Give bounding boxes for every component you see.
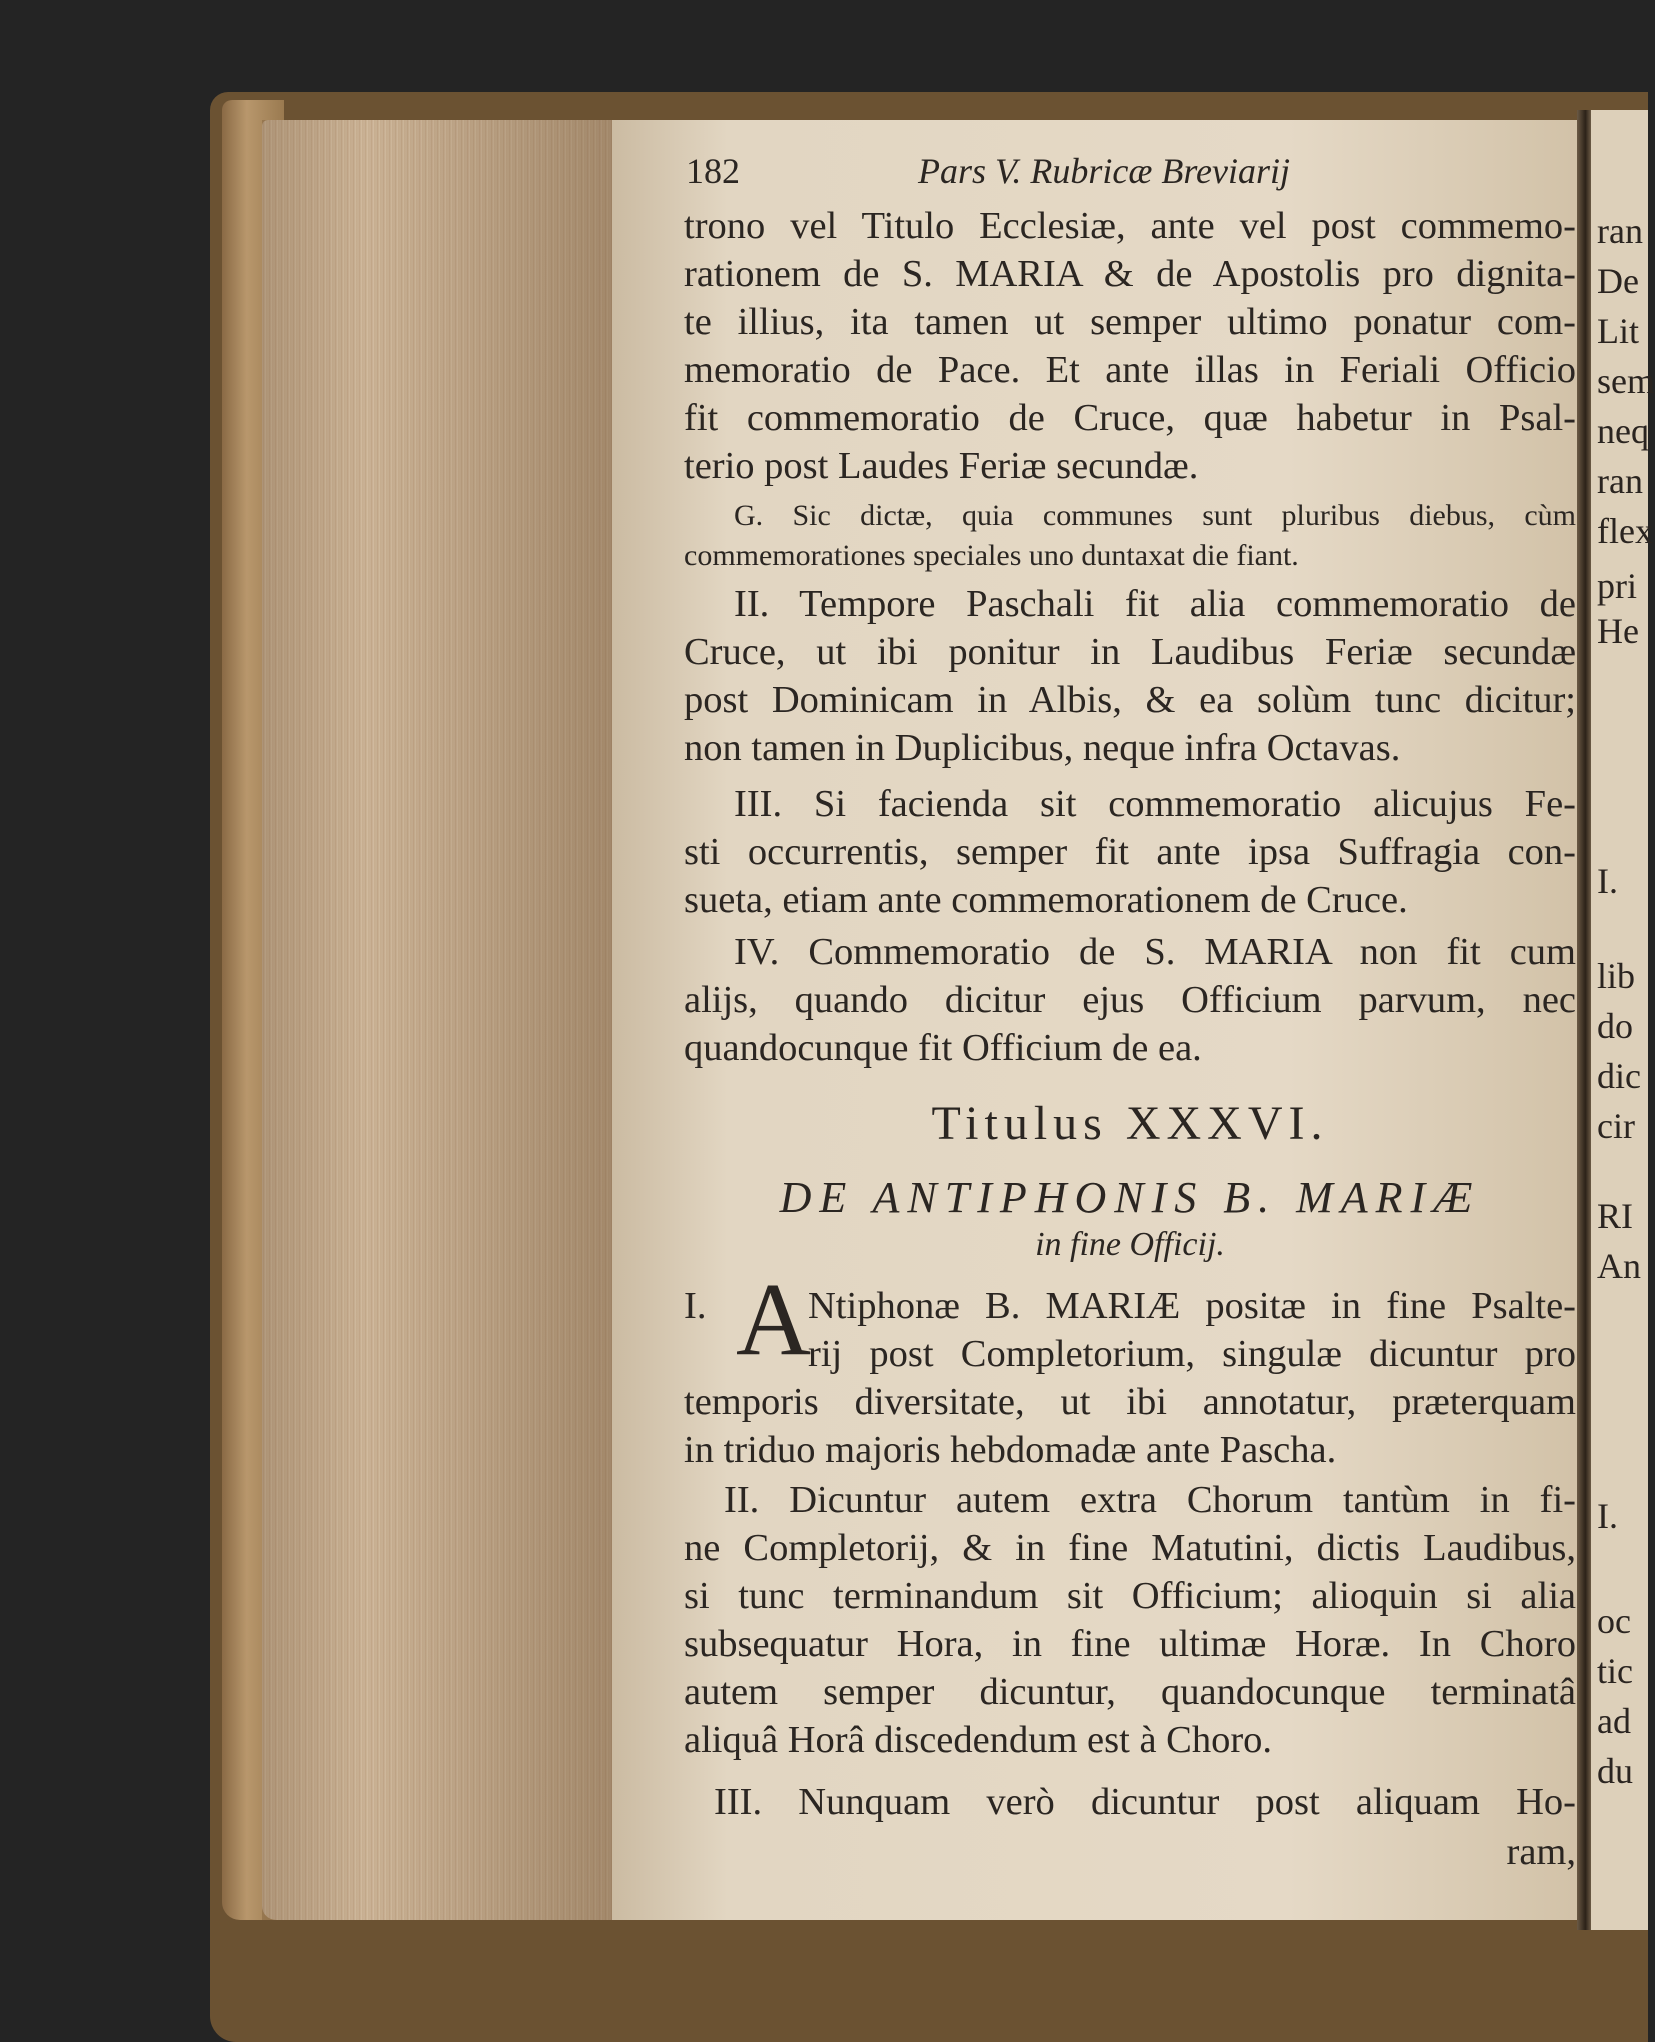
text-line: III. Nunquam verò dicuntur post aliquam Ho- <box>714 1781 1576 1823</box>
text-line: III. Si facienda sit commemoratio alicujus Fe- <box>734 783 1576 825</box>
next-page-fragment: neq <box>1597 411 1649 451</box>
text-line: alijs, quando dicitur ejus Officium parvum, nec <box>684 979 1576 1021</box>
text-line: subsequatur Hora, in fine ultimæ Horæ. In Choro <box>684 1623 1576 1665</box>
next-page-fragment: ran <box>1597 211 1643 251</box>
next-page-fragment: cir <box>1597 1106 1635 1146</box>
next-page-fragment: flex <box>1597 511 1653 551</box>
next-page-fragment: ad <box>1597 1701 1631 1741</box>
text-line: rationem de S. MARIA & de Apostolis pro dignita- <box>684 253 1576 295</box>
next-page-fragment: De <box>1597 261 1639 301</box>
page-edges <box>262 120 612 1920</box>
text-line: memoratio de Pace. Et ante illas in Feriali Officio <box>684 349 1576 391</box>
paragraph-iii <box>684 780 1576 924</box>
next-page-fragment: He <box>1597 611 1639 651</box>
right-page-fragment <box>1591 110 1655 1930</box>
titulus-heading: Titulus XXXVI. <box>931 1097 1329 1150</box>
drop-cap: A <box>736 1262 812 1377</box>
text-line: quandocunque fit Officium de ea. <box>684 1027 1202 1069</box>
text-line: si tunc terminandum sit Officium; alioquin si alia <box>684 1575 1576 1617</box>
text-line: aliquâ Horâ discedendum est à Choro. <box>684 1719 1273 1761</box>
text-line: ne Completorij, & in fine Matutini, dictis Laudibus, <box>684 1527 1576 1569</box>
text-line: autem semper dicuntur, quandocunque terminatâ <box>684 1671 1576 1713</box>
running-head: Pars V. Rubricæ Breviarij <box>918 151 1290 191</box>
text-line: rij post Completorium, singulæ dicuntur pro <box>808 1333 1576 1375</box>
section-i-first-lines <box>808 1282 1576 1378</box>
text-line: non tamen in Duplicibus, neque infra Octavas. <box>684 727 1401 769</box>
next-page-fragment: An <box>1597 1246 1641 1286</box>
paragraph-iv <box>684 928 1576 1072</box>
next-page-fragment: tic <box>1597 1651 1633 1691</box>
section-i-body <box>684 1378 1576 1474</box>
paragraph-ii <box>684 580 1576 772</box>
next-page-fragment: du <box>1597 1751 1633 1791</box>
note-line: G. Sic dictæ, quia communes sunt pluribus diebus, cùm <box>734 499 1576 532</box>
next-page-fragment: I. <box>1597 1496 1618 1536</box>
paragraph-continuation <box>684 202 1576 490</box>
book-gutter <box>1577 110 1591 1930</box>
note-line: commemorationes speciales uno duntaxat die fiant. <box>684 539 1299 572</box>
next-page-fragment: RI <box>1597 1196 1633 1236</box>
next-page-fragment: dic <box>1597 1056 1641 1096</box>
text-line: II. Tempore Paschali fit alia commemoratio de <box>734 583 1576 625</box>
next-page-fragment: ran <box>1597 461 1643 501</box>
next-page-fragment: oc <box>1597 1601 1631 1641</box>
text-line: temporis diversitate, ut ibi annotatur, præterquam <box>684 1381 1576 1423</box>
section-subheading: in fine Officij. <box>1035 1226 1225 1263</box>
text-line: in triduo majoris hebdomadæ ante Pascha. <box>684 1429 1337 1471</box>
next-page-fragment: lib <box>1597 956 1636 996</box>
next-page-fragment: Lit <box>1597 311 1639 351</box>
text-line: II. Dicuntur autem extra Chorum tantùm in fi- <box>724 1479 1576 1521</box>
text-line: Ntiphonæ B. MARIÆ positæ in fine Psalte- <box>808 1285 1576 1327</box>
text-line: post Dominicam in Albis, & ea solùm tunc dicitur; <box>684 679 1576 721</box>
running-header <box>686 150 1566 194</box>
next-page-fragment: I. <box>1597 861 1618 901</box>
text-line: te illius, ita tamen ut semper ultimo ponatur com- <box>684 301 1576 343</box>
text-line: terio post Laudes Feriæ secundæ. <box>684 445 1199 487</box>
gloss-note <box>684 496 1576 576</box>
section-ii <box>684 1476 1576 1764</box>
text-line: sti occurrentis, semper fit ante ipsa Suffragia con- <box>684 831 1576 873</box>
section-iii <box>684 1778 1576 1826</box>
next-page-fragment: do <box>1597 1006 1633 1046</box>
text-line: trono vel Titulo Ecclesiæ, ante vel post commemo- <box>684 205 1576 247</box>
section-i-numeral <box>684 1282 744 1330</box>
page-number: 182 <box>686 151 740 191</box>
text-line: sueta, etiam ante commemorationem de Cruce. <box>684 879 1408 921</box>
catchword: ram, <box>1506 1831 1576 1873</box>
text-line: IV. Commemoratio de S. MARIA non fit cum <box>734 931 1576 973</box>
next-page-fragment: sem <box>1597 361 1655 401</box>
text-line: fit commemoratio de Cruce, quæ habetur in Psal- <box>684 397 1576 439</box>
section-heading: DE ANTIPHONIS B. MARIÆ <box>779 1173 1481 1222</box>
numeral: I. <box>684 1285 707 1327</box>
next-page-fragment: pri <box>1597 566 1637 606</box>
text-line: Cruce, ut ibi ponitur in Laudibus Feriæ secundæ <box>684 631 1576 673</box>
